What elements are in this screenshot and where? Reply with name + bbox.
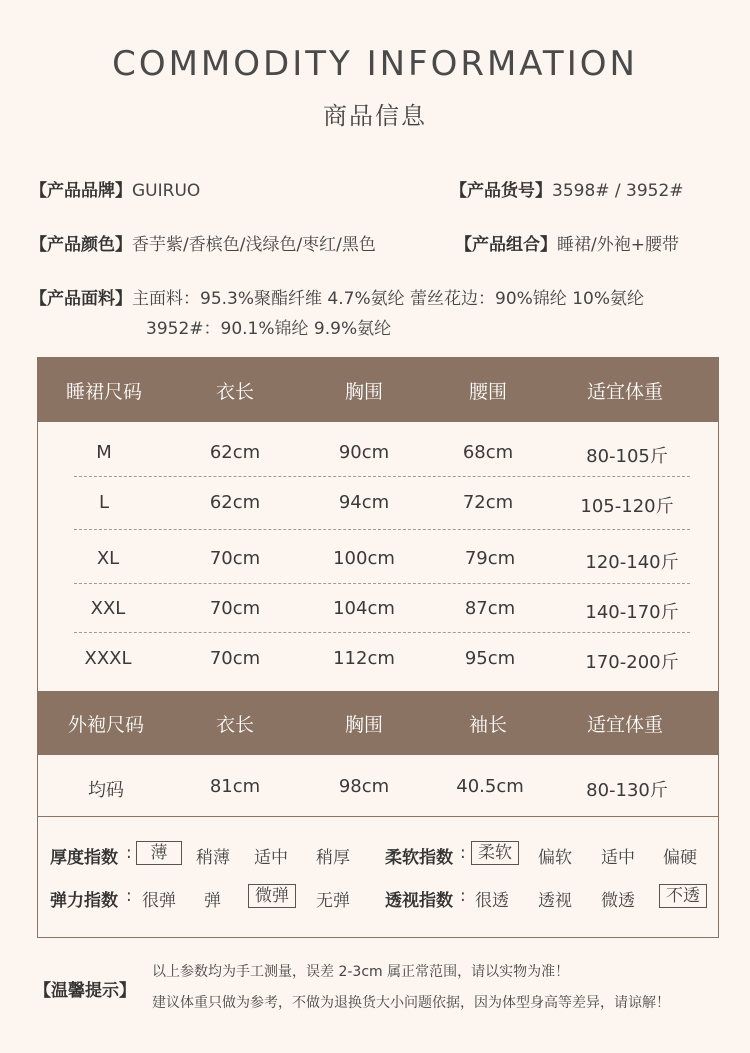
- robe-header-length: 衣长: [215, 714, 255, 736]
- table-cell: 170-200斤: [585, 652, 679, 673]
- table-cell: 112cm: [333, 648, 395, 669]
- tips-title: 【温馨提示】: [34, 981, 136, 1001]
- dress-header-waist: 腰围: [468, 381, 508, 403]
- tip-line-2: 建议体重只做为参考，不做为退换货大小问题依据，因为体型身高等差异，请谅解！: [152, 995, 670, 1011]
- thickness-option: 稍薄: [196, 848, 230, 868]
- elastic-label: 弹力指数: [50, 891, 118, 911]
- table-cell: 70cm: [209, 548, 261, 569]
- page-title-en: COMMODITY INFORMATION: [112, 44, 638, 84]
- table-cell: 95cm: [464, 648, 516, 669]
- thickness-option: 适中: [254, 848, 288, 868]
- table-cell: XXL: [90, 598, 126, 619]
- sheer-option: 微透: [601, 891, 635, 911]
- combo-value: 睡裙/外袍+腰带: [557, 235, 679, 255]
- fabric-index-panel: [37, 817, 719, 938]
- table-cell: 87cm: [464, 598, 516, 619]
- table-cell: 79cm: [464, 548, 516, 569]
- table-cell: 72cm: [462, 492, 514, 513]
- fabric-info: [30, 284, 644, 309]
- thickness-option: 稍厚: [316, 848, 350, 868]
- row-divider: [74, 632, 690, 633]
- fabric-line-2-wrap: [146, 314, 391, 339]
- colon: :: [126, 886, 132, 906]
- row-divider: [74, 476, 690, 477]
- table-cell: 80-105斤: [586, 446, 668, 467]
- code-label: 【产品货号】: [450, 181, 552, 201]
- table-row: [38, 428, 718, 478]
- table-cell: 104cm: [333, 598, 395, 619]
- thickness-option-selected: 薄: [136, 841, 182, 865]
- dress-header-bust: 胸围: [344, 381, 384, 403]
- brand-label: 【产品品牌】: [30, 181, 132, 201]
- robe-header-bust: 胸围: [344, 714, 384, 736]
- softness-option: 适中: [601, 848, 635, 868]
- table-cell: 105-120斤: [580, 496, 674, 517]
- table-cell: 120-140斤: [585, 552, 679, 573]
- table-cell: 81cm: [209, 776, 261, 797]
- fabric-line-1: 主面料：95.3%聚酯纤维 4.7%氨纶 蕾丝花边：90%锦纶 10%氨纶: [132, 289, 644, 309]
- table-cell: 140-170斤: [585, 602, 679, 623]
- code-value: 3598# / 3952#: [552, 181, 684, 201]
- table-cell: 94cm: [338, 492, 390, 513]
- sheer-option-selected: 不透: [659, 884, 707, 908]
- table-cell: 62cm: [209, 492, 261, 513]
- table-cell: 40.5cm: [456, 776, 524, 797]
- dress-header-weight: 适宜体重: [586, 381, 664, 403]
- table-cell: 68cm: [462, 442, 514, 463]
- color-info: [30, 230, 376, 255]
- elastic-option: 无弹: [316, 891, 350, 911]
- tip-line-1: 以上参数均为手工测量，误差 2-3cm 属正常范围，请以实物为准！: [152, 964, 570, 980]
- color-label: 【产品颜色】: [30, 235, 132, 255]
- table-cell: 均码: [88, 780, 124, 801]
- row-divider: [74, 529, 690, 530]
- size-chart: [37, 357, 719, 817]
- table-cell: L: [98, 492, 110, 513]
- colon: :: [460, 843, 466, 863]
- thickness-label: 厚度指数: [50, 848, 118, 868]
- table-row: [38, 478, 718, 528]
- table-cell: XL: [96, 548, 120, 569]
- table-row: [38, 762, 718, 812]
- colon: :: [126, 843, 132, 863]
- softness-option: 偏硬: [663, 848, 697, 868]
- combo-label: 【产品组合】: [455, 235, 557, 255]
- sheer-option: 很透: [475, 891, 509, 911]
- table-row: [38, 534, 718, 584]
- dress-header-size: 睡裙尺码: [65, 381, 143, 403]
- code-info: [450, 176, 684, 201]
- softness-option: 偏软: [538, 848, 572, 868]
- table-cell: 62cm: [209, 442, 261, 463]
- sheer-option: 透视: [538, 891, 572, 911]
- brand-info: [30, 176, 200, 201]
- table-cell: M: [96, 442, 112, 463]
- dress-table-header: [38, 358, 718, 422]
- table-cell: 80-130斤: [586, 780, 668, 801]
- table-cell: XXXL: [84, 648, 132, 669]
- elastic-option-selected: 微弹: [248, 884, 296, 908]
- robe-table-header: [38, 691, 718, 755]
- index-row-2: [38, 886, 718, 910]
- table-row: [38, 634, 718, 684]
- color-value: 香芋紫/香槟色/浅绿色/枣红/黑色: [132, 235, 376, 255]
- elastic-option: 弹: [204, 891, 221, 911]
- table-cell: 70cm: [209, 648, 261, 669]
- table-row: [38, 584, 718, 634]
- brand-value: GUIRUO: [132, 181, 201, 201]
- robe-header-sleeve: 袖长: [468, 714, 508, 736]
- dress-header-length: 衣长: [215, 381, 255, 403]
- table-cell: 100cm: [333, 548, 395, 569]
- robe-header-size: 外袍尺码: [67, 714, 145, 736]
- fabric-line-2: 3952#：90.1%锦纶 9.9%氨纶: [146, 319, 392, 339]
- softness-label: 柔软指数: [385, 848, 453, 868]
- colon: :: [460, 886, 466, 906]
- robe-header-weight: 适宜体重: [586, 714, 664, 736]
- softness-option-selected: 柔软: [471, 841, 519, 865]
- table-cell: 90cm: [338, 442, 390, 463]
- page-title-cn: 商品信息: [323, 102, 427, 130]
- elastic-option: 很弹: [142, 891, 176, 911]
- table-cell: 70cm: [209, 598, 261, 619]
- sheer-label: 透视指数: [385, 891, 453, 911]
- combo-info: [455, 230, 679, 255]
- index-row-1: [38, 843, 718, 867]
- fabric-label: 【产品面料】: [30, 289, 132, 309]
- table-cell: 98cm: [338, 776, 390, 797]
